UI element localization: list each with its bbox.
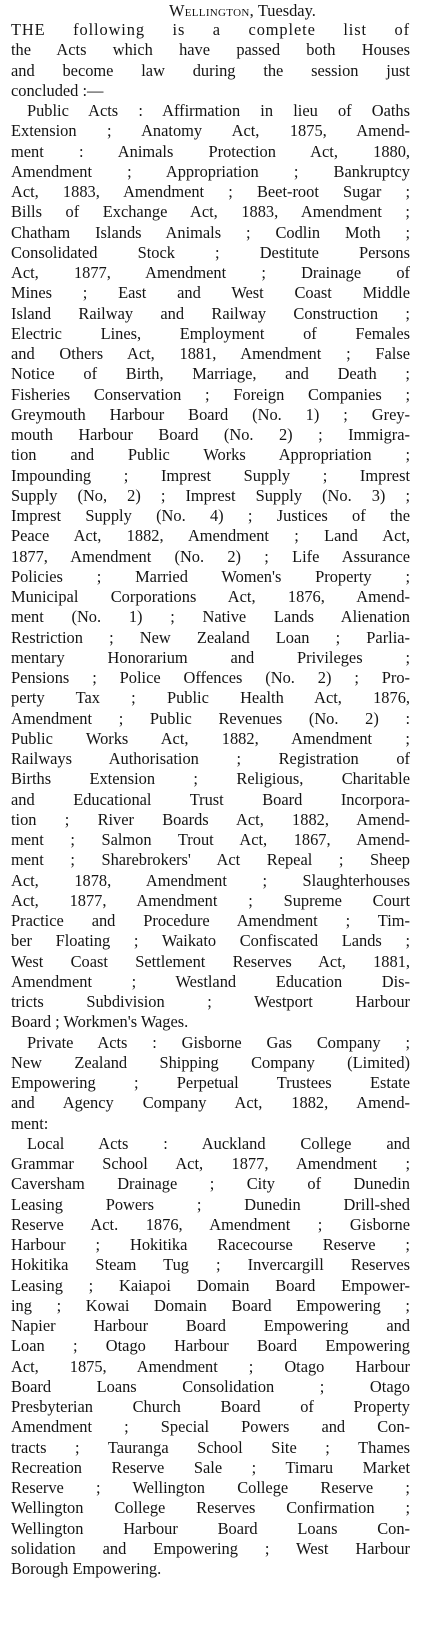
text-line: the Acts which have passed both Houses xyxy=(11,40,410,60)
text-line: Extension ; Anatomy Act, 1875, Amend- xyxy=(11,121,410,141)
text-line: ing ; Kowai Domain Board Empowering ; xyxy=(11,1295,410,1315)
text-line: Caversham Drainage ; City of Dunedin xyxy=(11,1174,410,1194)
text-line: Act, 1877, Amendment ; Supreme Court xyxy=(11,890,410,910)
text-line: Local Acts : Auckland College and xyxy=(27,1133,410,1153)
text-line: Peace Act, 1882, Amendment ; Land Act, xyxy=(11,526,410,546)
text-line: Island Railway and Railway Construction ; xyxy=(11,303,410,323)
text-line: Act, 1883, Amendment ; Beet-root Sugar ; xyxy=(11,182,410,201)
text-line: mouth Harbour Board (No. 2) ; Immigra- xyxy=(11,425,410,444)
text-line: and become law during the session just xyxy=(11,60,410,80)
text-line: Act, 1875, Amendment ; Otago Harbour xyxy=(11,1356,410,1376)
text-line: New Zealand Shipping Company (Limited) xyxy=(11,1052,410,1072)
text-line: Railways Authorisation ; Registration of xyxy=(11,749,410,768)
text-line: solidation and Empowering ; West Harbour xyxy=(11,1538,410,1558)
text-line: Reserve Act. 1876, Amendment ; Gisborne xyxy=(11,1214,410,1234)
text-line: Napier Harbour Board Empowering and xyxy=(11,1316,410,1335)
text-line: and Agency Company Act, 1882, Amend- xyxy=(11,1093,410,1113)
text-line: Policies ; Married Women's Property ; xyxy=(11,566,410,586)
text-line: Empowering ; Perpetual Trustees Estate xyxy=(11,1073,410,1092)
text-line: Amendment ; Westland Education Dis- xyxy=(11,971,410,991)
text-line: Presbyterian Church Board of Property xyxy=(11,1397,410,1416)
text-line: Act, 1877, Amendment ; Drainage of xyxy=(11,263,410,282)
text-line: ment ; Sharebrokers' Act Repeal ; Sheep xyxy=(11,850,410,870)
text-line: ment: xyxy=(11,1113,49,1133)
text-line: Board Loans Consolidation ; Otago xyxy=(11,1376,410,1396)
text-line: Leasing ; Kaiapoi Domain Board Empower- xyxy=(11,1275,410,1295)
text-line: Notice of Birth, Marriage, and Death ; xyxy=(11,364,410,384)
text-line: West Coast Settlement Reserves Act, 1881, xyxy=(11,951,410,971)
dateline-place: Wellington, xyxy=(169,1,254,20)
text-line: Greymouth Harbour Board (No. 1) ; Grey- xyxy=(11,404,410,424)
text-line: and Educational Trust Board Incorpora- xyxy=(11,789,410,809)
text-line: Amendment ; Special Powers and Con- xyxy=(11,1417,410,1437)
text-line: Amendment ; Public Revenues (No. 2) : xyxy=(11,708,410,728)
dateline-day: Tuesday. xyxy=(257,1,316,20)
dateline xyxy=(11,0,410,20)
text-line: tion ; River Boards Act, 1882, Amend- xyxy=(11,809,410,829)
text-line: Public Works Act, 1882, Amendment ; xyxy=(11,728,410,748)
text-line: Pensions ; Police Offences (No. 2) ; Pro- xyxy=(11,668,410,687)
text-line: Public Acts : Affirmation in lieu of Oaths xyxy=(27,101,410,120)
text-line: ber Floating ; Waikato Confiscated Lands ; xyxy=(11,931,410,951)
text-line: Impounding ; Imprest Supply ; Imprest xyxy=(11,465,410,485)
text-line: Hokitika Steam Tug ; Invercargill Reserves xyxy=(11,1255,410,1275)
text-line: Grammar School Act, 1877, Amendment ; xyxy=(11,1154,410,1173)
text-line: ment ; Salmon Trout Act, 1867, Amend- xyxy=(11,830,410,849)
text-line: Board ; Workmen's Wages. xyxy=(11,1012,189,1032)
text-line: Bills of Exchange Act, 1883, Amendment ; xyxy=(11,202,410,222)
text-line: Practice and Procedure Amendment ; Tim- xyxy=(11,911,410,930)
text-line: concluded :— xyxy=(11,80,104,100)
text-line: Leasing Powers ; Dunedin Drill-shed xyxy=(11,1194,410,1214)
text-line: Loan ; Otago Harbour Board Empowering xyxy=(11,1336,410,1356)
text-line: Imprest Supply (No. 4) ; Justices of the xyxy=(11,506,410,525)
text-line: Municipal Corporations Act, 1876, Amend- xyxy=(11,587,410,606)
article-body xyxy=(11,20,410,1579)
text-line: Fisheries Conservation ; Foreign Companies ; xyxy=(11,384,410,404)
text-line: Harbour ; Hokitika Racecourse Reserve ; xyxy=(11,1235,410,1254)
text-line: Electric Lines, Employment of Females xyxy=(11,323,410,343)
text-line: Births Extension ; Religious, Charitable xyxy=(11,769,410,789)
text-line: tricts Subdivision ; Westport Harbour xyxy=(11,992,410,1011)
text-line: Amendment ; Appropriation ; Bankruptcy xyxy=(11,161,410,181)
text-line: Restriction ; New Zealand Loan ; Parlia- xyxy=(11,627,410,647)
text-line: Recreation Reserve Sale ; Timaru Market xyxy=(11,1457,410,1477)
text-line: Mines ; East and West Coast Middle xyxy=(11,283,410,303)
text-line: tracts ; Tauranga School Site ; Thames xyxy=(11,1437,410,1457)
text-line: Consolidated Stock ; Destitute Persons xyxy=(11,242,410,262)
text-line: perty Tax ; Public Health Act, 1876, xyxy=(11,688,410,708)
text-line: and Others Act, 1881, Amendment ; False xyxy=(11,344,410,363)
text-line: Act, 1878, Amendment ; Slaughterhouses xyxy=(11,870,410,890)
text-line: Reserve ; Wellington College Reserve ; xyxy=(11,1478,410,1497)
text-line: Private Acts : Gisborne Gas Company ; xyxy=(27,1032,410,1052)
text-line: Chatham Islands Animals ; Codlin Moth ; xyxy=(11,222,410,242)
text-line: ment : Animals Protection Act, 1880, xyxy=(11,141,410,161)
text-line: Borough Empowering. xyxy=(11,1559,162,1578)
text-line: ment (No. 1) ; Native Lands Alienation xyxy=(11,607,410,627)
text-line: mentary Honorarium and Privileges ; xyxy=(11,647,410,667)
text-line: tion and Public Works Appropriation ; xyxy=(11,445,410,465)
text-line: Wellington College Reserves Confirmation ; xyxy=(11,1498,410,1518)
text-line: Supply (No, 2) ; Imprest Supply (No. 3) ; xyxy=(11,485,410,505)
text-line: 1877, Amendment (No. 2) ; Life Assurance xyxy=(11,546,410,566)
text-line: THE following is a complete list of xyxy=(11,20,410,39)
text-line: Wellington Harbour Board Loans Con- xyxy=(11,1518,410,1538)
